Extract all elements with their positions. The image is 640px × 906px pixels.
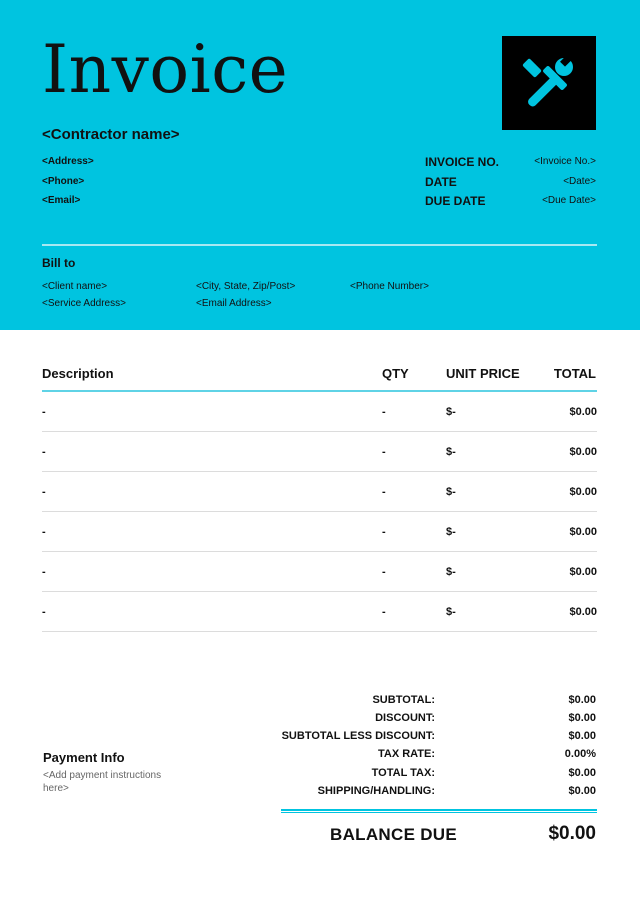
- tax-rate-value: 0.00%: [564, 748, 596, 760]
- total-tax-label: TOTAL TAX:: [371, 767, 435, 779]
- row-unit-price: $-: [446, 526, 456, 538]
- discount-value: $0.00: [568, 712, 596, 724]
- row-qty: -: [382, 446, 386, 458]
- client-phone-number: <Phone Number>: [350, 281, 429, 292]
- row-qty: -: [382, 486, 386, 498]
- subtotal-label: SUBTOTAL:: [372, 694, 435, 706]
- row-description: -: [42, 566, 46, 578]
- row-description: -: [42, 406, 46, 418]
- subtotal-value: $0.00: [568, 694, 596, 706]
- row-total: $0.00: [569, 486, 597, 498]
- row-qty: -: [382, 526, 386, 538]
- contractor-email: <Email>: [42, 195, 81, 206]
- summary-divider: [281, 809, 597, 813]
- client-service-address: <Service Address>: [42, 298, 126, 309]
- tax-rate-label: TAX RATE:: [377, 748, 435, 760]
- row-total: $0.00: [569, 606, 597, 618]
- contractor-phone: <Phone>: [42, 176, 85, 187]
- row-description: -: [42, 526, 46, 538]
- row-qty: -: [382, 406, 386, 418]
- row-unit-price: $-: [446, 606, 456, 618]
- header-unit-price: UNIT PRICE: [446, 366, 520, 381]
- due-date-label: DUE DATE: [425, 194, 486, 208]
- balance-due-value: $0.00: [548, 823, 596, 844]
- row-unit-price: $-: [446, 446, 456, 458]
- header-qty: QTY: [382, 366, 409, 381]
- row-description: -: [42, 446, 46, 458]
- invoice-title: Invoice: [42, 31, 289, 108]
- header-total: TOTAL: [553, 366, 596, 381]
- table-row: [42, 432, 597, 472]
- row-qty: -: [382, 566, 386, 578]
- bill-to-title: Bill to: [42, 256, 76, 270]
- contractor-name: <Contractor name>: [42, 126, 180, 143]
- payment-info-title: Payment Info: [43, 750, 125, 765]
- row-qty: -: [382, 606, 386, 618]
- table-row: [42, 392, 597, 432]
- row-total: $0.00: [569, 526, 597, 538]
- tools-icon: [519, 53, 579, 113]
- payment-info-text: <Add payment instructions here>: [43, 770, 162, 794]
- row-total: $0.00: [569, 406, 597, 418]
- invoice-no-label: INVOICE NO.: [425, 155, 500, 169]
- subtotal-less-discount-value: $0.00: [568, 730, 596, 742]
- logo: [502, 36, 596, 130]
- contractor-address: <Address>: [42, 156, 94, 167]
- due-date-value: <Due Date>: [542, 195, 596, 206]
- table-row: [42, 552, 597, 592]
- row-total: $0.00: [569, 566, 597, 578]
- client-email-address: <Email Address>: [196, 298, 272, 309]
- table-row: [42, 512, 597, 552]
- invoice-no-value: <Invoice No.>: [534, 156, 596, 167]
- date-value: <Date>: [563, 176, 596, 187]
- shipping-handling-value: $0.00: [568, 785, 596, 797]
- balance-due-label: BALANCE DUE: [330, 825, 458, 844]
- header-divider: [42, 244, 597, 246]
- header-description: Description: [42, 366, 114, 381]
- table-row: [42, 472, 597, 512]
- table-row: [42, 592, 597, 632]
- row-description: -: [42, 606, 46, 618]
- client-name: <Client name>: [42, 281, 108, 292]
- client-city-state-zip: <City, State, Zip/Post>: [196, 281, 296, 292]
- total-tax-value: $0.00: [568, 767, 596, 779]
- row-unit-price: $-: [446, 566, 456, 578]
- subtotal-less-discount-label: SUBTOTAL LESS DISCOUNT:: [281, 730, 435, 742]
- date-label: DATE: [425, 175, 457, 189]
- discount-label: DISCOUNT:: [375, 712, 435, 724]
- shipping-handling-label: SHIPPING/HANDLING:: [317, 785, 435, 797]
- row-unit-price: $-: [446, 486, 456, 498]
- row-unit-price: $-: [446, 406, 456, 418]
- row-description: -: [42, 486, 46, 498]
- row-total: $0.00: [569, 446, 597, 458]
